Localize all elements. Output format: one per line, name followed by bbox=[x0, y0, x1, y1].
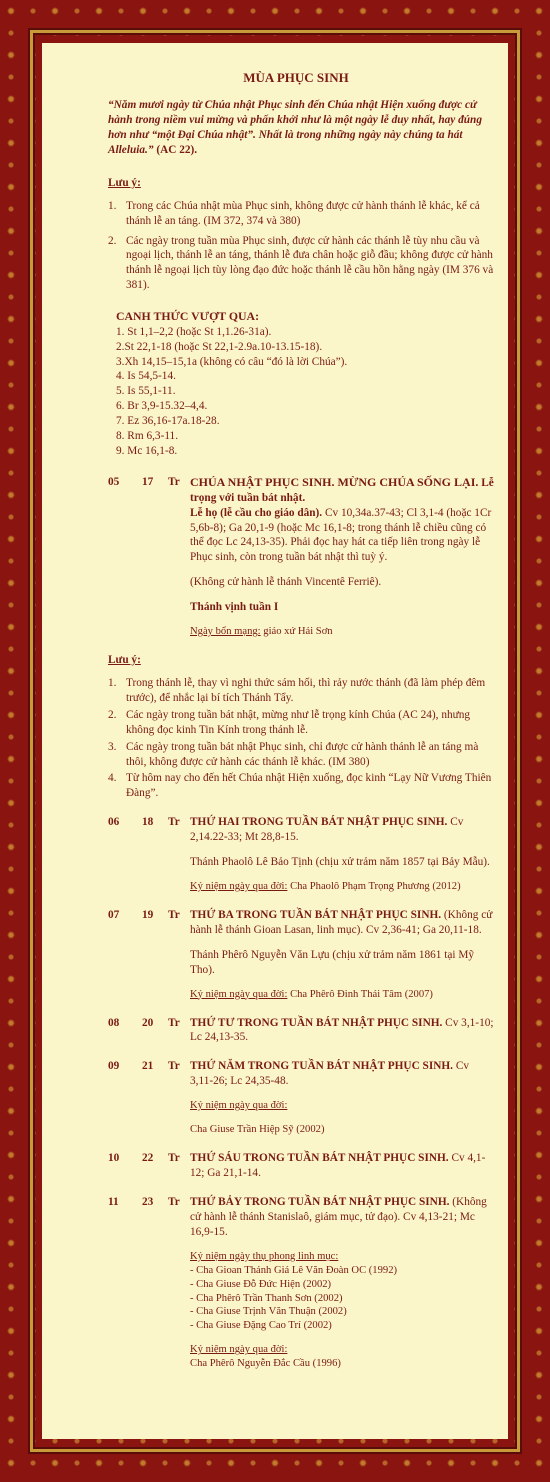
entry-title: THỨ NĂM TRONG TUẦN BÁT NHẬT PHỤC SINH. bbox=[190, 1060, 453, 1073]
entry-title: THỨ BA TRONG TUẦN BÁT NHẬT PHỤC SINH. bbox=[190, 908, 442, 921]
patron-value: giáo xứ Hải Sơn bbox=[263, 626, 333, 638]
entry-day: 18 bbox=[142, 816, 154, 829]
entry-rubric: Phải đọc hay hát ca tiếp liên trong ngày lễ Phục sinh, còn trong tuần bát nhật thì tuỳ ý. bbox=[190, 536, 481, 564]
liturgical-color: Tr bbox=[168, 1016, 180, 1029]
entry-title: CHÚA NHẬT PHỤC SINH. MỪNG CHÚA SỐNG LẠI. bbox=[190, 474, 479, 489]
note-text: Các ngày trong tuần mùa Phục sinh, được cử hành các thánh lễ tùy nhu cầu và ngoại lịch, thánh lễ an táng, thánh lễ đưa chân hoặc giỗ đầu; không được cử hành thánh lễ ngoại lịch tùy lòng đạo đức hoặc thánh lễ cầu hồn hằng ngày (IM 376 và 381). bbox=[126, 234, 494, 292]
memorial-label: Kỷ niệm ngày qua đời: bbox=[190, 988, 288, 1000]
entry-collection: Lễ họ (lễ cầu cho giáo dân). bbox=[190, 506, 323, 519]
note-item bbox=[108, 199, 494, 229]
memorial-value: Cha Phêrô Nguyễn Đắc Cầu (1996) bbox=[190, 1358, 341, 1370]
memorial-label: Kỷ niệm ngày qua đời: bbox=[190, 880, 288, 892]
ordination-item: - Cha Gioan Thánh Giá Lê Văn Đoàn OC (1992) bbox=[190, 1264, 398, 1276]
liturgical-color: Tr bbox=[168, 816, 180, 829]
liturgical-color: Tr bbox=[168, 1060, 180, 1073]
intro-quote bbox=[108, 98, 494, 158]
memorial-line bbox=[190, 880, 494, 894]
entry-day-monday bbox=[108, 815, 494, 894]
note-heading: Lưu ý: bbox=[108, 176, 141, 189]
entry-month: 10 bbox=[108, 1152, 120, 1165]
note-text: Các ngày trong tuần bát nhật, mừng như lễ trọng kính Chúa (AC 24), nhưng không đọc kinh Tin Kính trong thánh lễ. bbox=[126, 708, 471, 736]
note-number: 4. bbox=[108, 772, 117, 785]
psalter-week: Thánh vịnh tuần I bbox=[190, 601, 279, 614]
vigil-reading: 1. St 1,1–2,2 (hoặc St 1,1.26-31a). bbox=[116, 325, 272, 338]
entry-month: 06 bbox=[108, 816, 120, 829]
entry-readings: Cv 3,11-26; Lc 24,35-48. bbox=[190, 1060, 470, 1088]
entry-readings: (Không cử hành lễ thánh Gioan Lasan, linh mục). Cv 2,36-41; Ga 20,11-18. bbox=[190, 908, 493, 936]
intro-ref: (AC 22). bbox=[156, 143, 198, 156]
note-number: 1. bbox=[108, 199, 117, 212]
entry-easter-sunday bbox=[108, 475, 494, 639]
entry-day-saturday bbox=[108, 1195, 494, 1371]
entry-title: THỨ SÁU TRONG TUẦN BÁT NHẬT PHỤC SINH. bbox=[190, 1152, 449, 1165]
note-text: Các ngày trong tuần bát nhật Phục sinh, chỉ được cử hành thánh lễ an táng mà thôi, không được cử hành các thánh lễ khác. (IM 380) bbox=[126, 740, 479, 768]
note-item bbox=[108, 708, 494, 738]
memorial-value: Cha Phaolô Phạm Trọng Phương (2012) bbox=[290, 880, 461, 892]
entry-month: 09 bbox=[108, 1060, 120, 1073]
ordination-label: Kỷ niệm ngày thụ phong linh mục: bbox=[190, 1250, 339, 1262]
note-number: 2. bbox=[108, 234, 117, 247]
entry-day: 19 bbox=[142, 908, 154, 921]
entry-day: 22 bbox=[142, 1152, 154, 1165]
liturgical-color: Tr bbox=[168, 475, 180, 488]
liturgical-color: Tr bbox=[168, 1195, 180, 1208]
entry-day-friday bbox=[108, 1151, 494, 1181]
liturgical-color: Tr bbox=[168, 908, 180, 921]
entry-day: 21 bbox=[142, 1060, 154, 1073]
entry-saint: Thánh Phaolô Lê Bảo Tịnh (chịu xử trảm năm 1857 tại Bảy Mẫu). bbox=[190, 856, 490, 869]
note-item bbox=[108, 676, 494, 706]
entry-month: 07 bbox=[108, 908, 120, 921]
entry-month: 11 bbox=[108, 1195, 119, 1208]
liturgical-color: Tr bbox=[168, 1152, 180, 1165]
vigil-reading: 9. Mc 16,1-8. bbox=[116, 444, 178, 457]
entry-month: 08 bbox=[108, 1016, 120, 1029]
note-number: 2. bbox=[108, 708, 117, 721]
vigil-reading: 7. Ez 36,16-17a.18-28. bbox=[116, 415, 220, 428]
note-item bbox=[108, 740, 494, 770]
entry-day-tuesday bbox=[108, 908, 494, 1002]
note-number: 3. bbox=[108, 740, 117, 753]
vigil-readings bbox=[116, 325, 494, 459]
entry-title: THỨ TƯ TRONG TUẦN BÁT NHẬT PHỤC SINH. bbox=[190, 1016, 443, 1029]
vigil-reading: 2.St 22,1-18 (hoặc St 22,1-2.9a.10-13.15-18). bbox=[116, 340, 323, 353]
page-title: MÙA PHỤC SINH bbox=[243, 70, 349, 85]
vigil-reading: 5. Is 55,1-11. bbox=[116, 385, 176, 398]
note-heading: Lưu ý: bbox=[108, 654, 141, 667]
entry-readings: Cv 4,1-12; Ga 21,1-14. bbox=[190, 1152, 486, 1179]
entry-saint: Thánh Phêrô Nguyễn Văn Lựu (chịu xử trảm năm 1861 tại Mỹ Tho). bbox=[190, 948, 475, 976]
vigil-heading: CANH THỨC VƯỢT QUA: bbox=[116, 309, 259, 324]
entry-readings: (Không cử hành lễ thánh Stanislaô, giám mục, tử đạo). Cv 4,13-21; Mc 16,9-15. bbox=[190, 1195, 487, 1238]
note-item bbox=[108, 234, 494, 294]
note-item bbox=[108, 771, 494, 801]
memorial-label: Kỷ niệm ngày qua đời: bbox=[190, 1100, 288, 1112]
vigil-reading: 3.Xh 14,15–15,1a (không có câu “đó là lời Chúa”). bbox=[116, 355, 348, 368]
entry-readings: Cv 10,34a.37-43; Cl 3,1-4 (hoặc 1Cr 5,6b-8); Ga 20,1-9 (hoặc Mc 16,1-8; trong thánh lễ chiều cũng có thể đọc Lc 24,13-35). bbox=[190, 506, 492, 549]
vigil-reading: 8. Rm 6,3-11. bbox=[116, 430, 179, 443]
entry-day: 17 bbox=[142, 475, 154, 488]
entry-day-thursday bbox=[108, 1059, 494, 1137]
entry-readings: Cv 2,14.22-33; Mt 28,8-15. bbox=[190, 816, 464, 844]
notes-list-1 bbox=[108, 199, 494, 293]
notes-list-2 bbox=[108, 676, 494, 801]
entry-month: 05 bbox=[108, 475, 120, 488]
entry-day: 23 bbox=[142, 1195, 154, 1208]
ordination-item: - Cha Giuse Đặng Cao Trí (2002) bbox=[190, 1320, 332, 1332]
entry-rank: Lễ trọng với tuần bát nhật. bbox=[190, 476, 494, 504]
entry-day-wednesday bbox=[108, 1016, 494, 1046]
entry-title: THỨ HAI TRONG TUẦN BÁT NHẬT PHỤC SINH. bbox=[190, 816, 448, 829]
entry-title: THỨ BẢY TRONG TUẦN BÁT NHẬT PHỤC SINH. bbox=[190, 1195, 450, 1208]
memorial-label: Kỷ niệm ngày qua đời: bbox=[190, 1344, 288, 1356]
entry-readings: Cv 3,1-10; Lc 24,13-35. bbox=[190, 1016, 494, 1044]
ordination-list bbox=[190, 1264, 494, 1334]
calendar-page bbox=[42, 43, 508, 1439]
note-text: Từ hôm nay cho đến hết Chúa nhật Hiện xuống, đọc kinh “Lạy Nữ Vương Thiên Đàng”. bbox=[126, 772, 492, 800]
vigil-reading: 4. Is 54,5-14. bbox=[116, 370, 176, 383]
memorial-value: Cha Giuse Trần Hiệp Sỹ (2002) bbox=[190, 1124, 325, 1136]
entry-day: 20 bbox=[142, 1016, 154, 1029]
intro-text: “Năm mươi ngày từ Chúa nhật Phục sinh đến Chúa nhật Hiện xuống được cử hành trong niềm vui mừng và phấn khởi như là một ngày lễ duy nhất, hay đúng hơn như “một Đại Chúa nhật”. Nhất là trong những ngày này chúng ta hát Alleluia.” bbox=[108, 99, 482, 156]
memorial-value: Cha Phêrô Đinh Thái Tâm (2007) bbox=[290, 988, 433, 1000]
memorial-line bbox=[190, 988, 494, 1002]
patron-line bbox=[190, 625, 494, 639]
note-number: 1. bbox=[108, 676, 117, 689]
ordination-item: - Cha Giuse Trịnh Văn Thuận (2002) bbox=[190, 1306, 347, 1318]
patron-label: Ngày bổn mạng: bbox=[190, 626, 261, 638]
note-text: Trong thánh lễ, thay vì nghi thức sám hối, thì rảy nước thánh (đã làm phép đêm trước), để nhắc lại bí tích Thánh Tẩy. bbox=[126, 676, 486, 704]
ordination-item: - Cha Phêrô Trần Thanh Sơn (2002) bbox=[190, 1292, 343, 1304]
entry-omit: (Không cử hành lễ thánh Vincentê Ferriê). bbox=[190, 576, 382, 589]
vigil-reading: 6. Br 3,9-15.32–4,4. bbox=[116, 400, 208, 413]
note-text: Trong các Chúa nhật mùa Phục sinh, không được cử hành thánh lễ khác, kể cả thánh lễ an táng. (IM 372, 374 và 380) bbox=[126, 199, 480, 227]
ordination-item: - Cha Giuse Đỗ Đức Hiện (2002) bbox=[190, 1278, 332, 1290]
